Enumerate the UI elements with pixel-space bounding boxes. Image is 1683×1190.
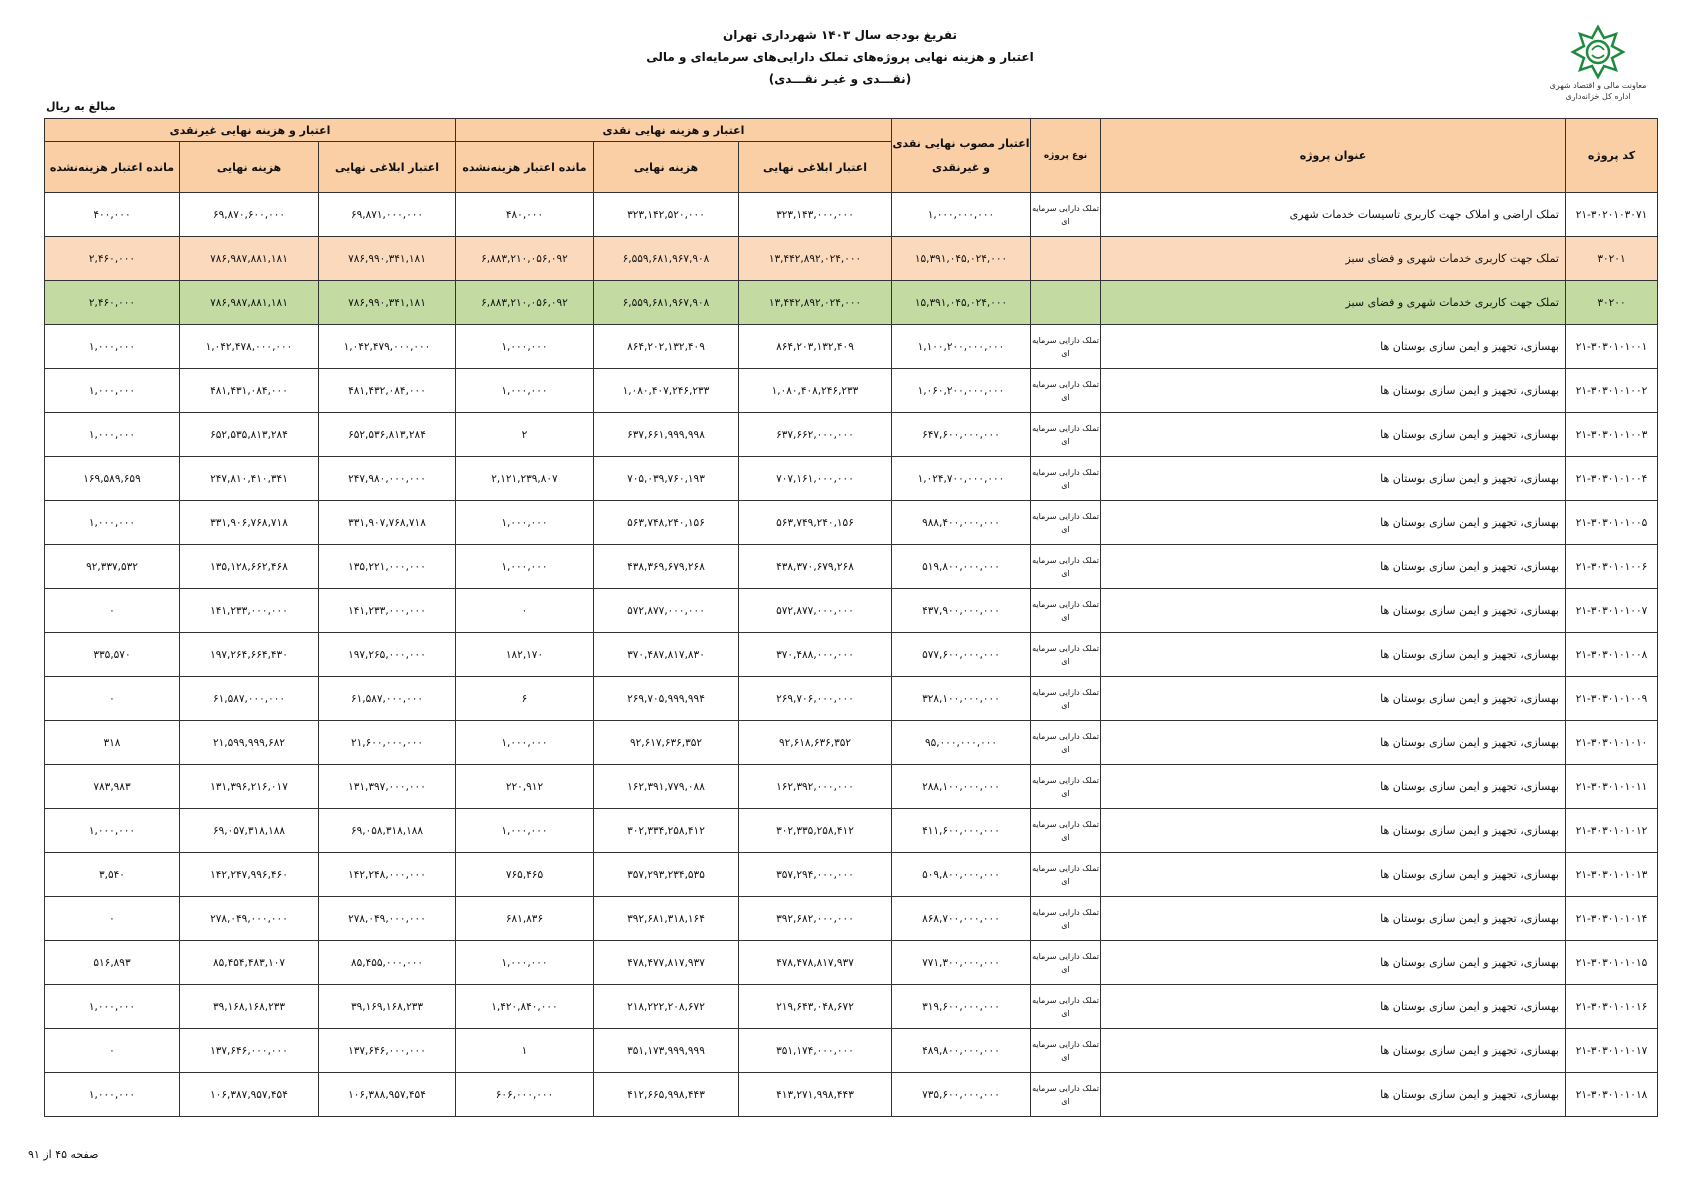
cell-noncash-remaining: ۳۱۸ [45, 721, 180, 765]
table-row [45, 897, 1658, 941]
table-row [45, 1029, 1658, 1073]
cell-code: ۲۱-۳۰۳۰۱۰۱۰۱۳ [1566, 853, 1658, 897]
cell-code: ۲۱-۳۰۲۰۱۰۳۰۷۱ [1566, 193, 1658, 237]
cell-title: بهسازی، تجهیز و ایمن سازی بوستان ها [1101, 457, 1566, 501]
cell-code: ۲۱-۳۰۳۰۱۰۱۰۰۴ [1566, 457, 1658, 501]
cell-type: تملک دارایی سرمایه ای [1031, 325, 1101, 369]
cell-approved: ۹۸۸,۴۰۰,۰۰۰,۰۰۰ [892, 501, 1031, 545]
table-row [45, 501, 1658, 545]
cell-noncash-notified: ۱۳۷,۶۴۶,۰۰۰,۰۰۰ [319, 1029, 456, 1073]
cell-cash-final-cost: ۶۳۷,۶۶۱,۹۹۹,۹۹۸ [594, 413, 739, 457]
cell-noncash-remaining: ۳۳۵,۵۷۰ [45, 633, 180, 677]
cell-noncash-final-cost: ۶۵۲,۵۳۵,۸۱۳,۲۸۴ [180, 413, 319, 457]
cell-type: تملک دارایی سرمایه ای [1031, 633, 1101, 677]
cell-cash-notified: ۳۰۲,۳۳۵,۲۵۸,۴۱۲ [739, 809, 892, 853]
cell-code: ۲۱-۳۰۳۰۱۰۱۰۰۵ [1566, 501, 1658, 545]
cell-noncash-final-cost: ۲۱,۵۹۹,۹۹۹,۶۸۲ [180, 721, 319, 765]
cell-noncash-notified: ۲۷۸,۰۴۹,۰۰۰,۰۰۰ [319, 897, 456, 941]
cell-cash-remaining: ۱,۰۰۰,۰۰۰ [456, 501, 594, 545]
cell-cash-remaining: ۱ [456, 1029, 594, 1073]
cell-title: بهسازی، تجهیز و ایمن سازی بوستان ها [1101, 1073, 1566, 1117]
cell-cash-remaining: ۱,۰۰۰,۰۰۰ [456, 721, 594, 765]
cell-title: بهسازی، تجهیز و ایمن سازی بوستان ها [1101, 325, 1566, 369]
table-row [45, 677, 1658, 721]
cell-approved: ۱۵,۳۹۱,۰۴۵,۰۲۴,۰۰۰ [892, 281, 1031, 325]
cell-approved: ۱,۱۰۰,۲۰۰,۰۰۰,۰۰۰ [892, 325, 1031, 369]
cell-noncash-remaining: ۰ [45, 589, 180, 633]
cell-type: تملک دارایی سرمایه ای [1031, 853, 1101, 897]
cell-cash-notified: ۵۷۲,۸۷۷,۰۰۰,۰۰۰ [739, 589, 892, 633]
cell-code: ۳۰۲۰۱ [1566, 237, 1658, 281]
cell-noncash-notified: ۲۴۷,۹۸۰,۰۰۰,۰۰۰ [319, 457, 456, 501]
header-noncash-remaining: مانده اعتبار هزینه‌نشده [45, 142, 180, 193]
cell-noncash-notified: ۱۳۵,۲۲۱,۰۰۰,۰۰۰ [319, 545, 456, 589]
cell-noncash-remaining: ۰ [45, 897, 180, 941]
cell-code: ۲۱-۳۰۳۰۱۰۱۰۰۶ [1566, 545, 1658, 589]
cell-cash-notified: ۳۵۷,۲۹۴,۰۰۰,۰۰۰ [739, 853, 892, 897]
cell-code: ۳۰۲۰۰ [1566, 281, 1658, 325]
cell-cash-notified: ۴۱۳,۲۷۱,۹۹۸,۴۴۳ [739, 1073, 892, 1117]
header-cash-remaining: مانده اعتبار هزینه‌نشده [456, 142, 594, 193]
cell-cash-final-cost: ۲۱۸,۲۲۲,۲۰۸,۶۷۲ [594, 985, 739, 1029]
budget-table [44, 118, 1658, 1117]
cell-noncash-remaining: ۳,۵۴۰ [45, 853, 180, 897]
cell-type: تملک دارایی سرمایه ای [1031, 765, 1101, 809]
cell-noncash-final-cost: ۶۱,۵۸۷,۰۰۰,۰۰۰ [180, 677, 319, 721]
cell-noncash-notified: ۱۳۱,۳۹۷,۰۰۰,۰۰۰ [319, 765, 456, 809]
municipality-logo [1543, 24, 1653, 102]
cell-cash-notified: ۳۵۱,۱۷۴,۰۰۰,۰۰۰ [739, 1029, 892, 1073]
header-noncash-notified: اعتبار ابلاغی نهایی [319, 142, 456, 193]
header-title: عنوان پروژه [1101, 119, 1566, 193]
table-row [45, 765, 1658, 809]
cell-approved: ۴۸۹,۸۰۰,۰۰۰,۰۰۰ [892, 1029, 1031, 1073]
cell-type: تملک دارایی سرمایه ای [1031, 941, 1101, 985]
cell-type: تملک دارایی سرمایه ای [1031, 897, 1101, 941]
cell-noncash-notified: ۶۹,۸۷۱,۰۰۰,۰۰۰ [319, 193, 456, 237]
cell-title: بهسازی، تجهیز و ایمن سازی بوستان ها [1101, 985, 1566, 1029]
header-code: کد پروژه [1566, 119, 1658, 193]
table-row [45, 237, 1658, 281]
cell-cash-final-cost: ۳۹۲,۶۸۱,۳۱۸,۱۶۴ [594, 897, 739, 941]
cell-noncash-final-cost: ۲۴۷,۸۱۰,۴۱۰,۳۴۱ [180, 457, 319, 501]
cell-type: تملک دارایی سرمایه ای [1031, 985, 1101, 1029]
cell-title: بهسازی، تجهیز و ایمن سازی بوستان ها [1101, 589, 1566, 633]
cell-noncash-remaining: ۷۸۳,۹۸۳ [45, 765, 180, 809]
header-noncash-group: اعتبار و هزینه نهایی غیرنقدی [45, 119, 456, 142]
cell-cash-final-cost: ۷۰۵,۰۳۹,۷۶۰,۱۹۳ [594, 457, 739, 501]
cell-noncash-remaining: ۱,۰۰۰,۰۰۰ [45, 325, 180, 369]
cell-cash-remaining: ۱,۴۲۰,۸۴۰,۰۰۰ [456, 985, 594, 1029]
cell-cash-final-cost: ۳۷۰,۴۸۷,۸۱۷,۸۳۰ [594, 633, 739, 677]
cell-noncash-remaining: ۲,۴۶۰,۰۰۰ [45, 237, 180, 281]
cell-cash-remaining: ۱۸۲,۱۷۰ [456, 633, 594, 677]
cell-code: ۲۱-۳۰۳۰۱۰۱۰۱۱ [1566, 765, 1658, 809]
cell-cash-notified: ۲۶۹,۷۰۶,۰۰۰,۰۰۰ [739, 677, 892, 721]
cell-noncash-final-cost: ۸۵,۴۵۴,۴۸۳,۱۰۷ [180, 941, 319, 985]
table-row [45, 589, 1658, 633]
currency-unit-note: مبالغ به ریال [46, 100, 116, 113]
cell-cash-final-cost: ۲۶۹,۷۰۵,۹۹۹,۹۹۴ [594, 677, 739, 721]
cell-code: ۲۱-۳۰۳۰۱۰۱۰۱۷ [1566, 1029, 1658, 1073]
cell-approved: ۲۸۸,۱۰۰,۰۰۰,۰۰۰ [892, 765, 1031, 809]
cell-cash-notified: ۸۶۴,۲۰۳,۱۳۲,۴۰۹ [739, 325, 892, 369]
cell-cash-notified: ۶۳۷,۶۶۲,۰۰۰,۰۰۰ [739, 413, 892, 457]
cell-approved: ۴۳۷,۹۰۰,۰۰۰,۰۰۰ [892, 589, 1031, 633]
cell-noncash-notified: ۱۴۲,۲۴۸,۰۰۰,۰۰۰ [319, 853, 456, 897]
cell-type: تملک دارایی سرمایه ای [1031, 1073, 1101, 1117]
cell-cash-notified: ۲۱۹,۶۴۳,۰۴۸,۶۷۲ [739, 985, 892, 1029]
table-row [45, 325, 1658, 369]
cell-cash-final-cost: ۳۲۳,۱۴۲,۵۲۰,۰۰۰ [594, 193, 739, 237]
cell-title: تملک جهت کاربری خدمات شهری و فضای سبز [1101, 281, 1566, 325]
cell-title: بهسازی، تجهیز و ایمن سازی بوستان ها [1101, 413, 1566, 457]
cell-cash-final-cost: ۶,۵۵۹,۶۸۱,۹۶۷,۹۰۸ [594, 281, 739, 325]
cell-cash-notified: ۳۷۰,۴۸۸,۰۰۰,۰۰۰ [739, 633, 892, 677]
cell-cash-remaining: ۲,۱۲۱,۲۳۹,۸۰۷ [456, 457, 594, 501]
cell-cash-notified: ۳۲۳,۱۴۳,۰۰۰,۰۰۰ [739, 193, 892, 237]
table-row [45, 853, 1658, 897]
cell-title: بهسازی، تجهیز و ایمن سازی بوستان ها [1101, 501, 1566, 545]
cell-code: ۲۱-۳۰۳۰۱۰۱۰۰۱ [1566, 325, 1658, 369]
cell-cash-remaining: ۱,۰۰۰,۰۰۰ [456, 325, 594, 369]
cell-cash-notified: ۱۳,۴۴۲,۸۹۲,۰۲۴,۰۰۰ [739, 281, 892, 325]
cell-approved: ۳۲۸,۱۰۰,۰۰۰,۰۰۰ [892, 677, 1031, 721]
cell-title: بهسازی، تجهیز و ایمن سازی بوستان ها [1101, 369, 1566, 413]
cell-cash-remaining: ۶,۸۸۳,۲۱۰,۰۵۶,۰۹۲ [456, 281, 594, 325]
cell-cash-notified: ۴۷۸,۴۷۸,۸۱۷,۹۳۷ [739, 941, 892, 985]
page-number: صفحه ۴۵ از ۹۱ [28, 1148, 99, 1161]
cell-cash-final-cost: ۴۷۸,۴۷۷,۸۱۷,۹۳۷ [594, 941, 739, 985]
title-line-1: تفریغ بودجه سال ۱۴۰۳ شهرداری تهران [723, 28, 957, 42]
cell-noncash-notified: ۱۰۶,۳۸۸,۹۵۷,۴۵۴ [319, 1073, 456, 1117]
cell-approved: ۱۵,۳۹۱,۰۴۵,۰۲۴,۰۰۰ [892, 237, 1031, 281]
cell-type: تملک دارایی سرمایه ای [1031, 369, 1101, 413]
cell-noncash-remaining: ۰ [45, 677, 180, 721]
cell-approved: ۵۷۷,۶۰۰,۰۰۰,۰۰۰ [892, 633, 1031, 677]
cell-type: تملک دارایی سرمایه ای [1031, 589, 1101, 633]
cell-title: بهسازی، تجهیز و ایمن سازی بوستان ها [1101, 765, 1566, 809]
cell-approved: ۴۱۱,۶۰۰,۰۰۰,۰۰۰ [892, 809, 1031, 853]
cell-type: تملک دارایی سرمایه ای [1031, 809, 1101, 853]
cell-title: تملک جهت کاربری خدمات شهری و فضای سبز [1101, 237, 1566, 281]
cell-title: تملک اراضی و املاک جهت کاربری تاسیسات خدمات شهری [1101, 193, 1566, 237]
tehran-municipality-emblem-icon [1570, 24, 1626, 80]
cell-code: ۲۱-۳۰۳۰۱۰۱۰۱۶ [1566, 985, 1658, 1029]
cell-noncash-notified: ۶۵۲,۵۳۶,۸۱۳,۲۸۴ [319, 413, 456, 457]
cell-code: ۲۱-۳۰۳۰۱۰۱۰۱۲ [1566, 809, 1658, 853]
cell-approved: ۵۰۹,۸۰۰,۰۰۰,۰۰۰ [892, 853, 1031, 897]
cell-type: تملک دارایی سرمایه ای [1031, 193, 1101, 237]
cell-noncash-final-cost: ۶۹,۰۵۷,۳۱۸,۱۸۸ [180, 809, 319, 853]
cell-cash-final-cost: ۴۳۸,۳۶۹,۶۷۹,۲۶۸ [594, 545, 739, 589]
cell-noncash-remaining: ۲,۴۶۰,۰۰۰ [45, 281, 180, 325]
document-titles [450, 24, 1230, 90]
cell-noncash-final-cost: ۱۴۲,۲۴۷,۹۹۶,۴۶۰ [180, 853, 319, 897]
cell-code: ۲۱-۳۰۳۰۱۰۱۰۱۵ [1566, 941, 1658, 985]
cell-noncash-final-cost: ۱۳۵,۱۲۸,۶۶۲,۴۶۸ [180, 545, 319, 589]
cell-noncash-remaining: ۴۰۰,۰۰۰ [45, 193, 180, 237]
cell-noncash-remaining: ۱۶۹,۵۸۹,۶۵۹ [45, 457, 180, 501]
cell-noncash-notified: ۶۹,۰۵۸,۳۱۸,۱۸۸ [319, 809, 456, 853]
cell-code: ۲۱-۳۰۳۰۱۰۱۰۰۹ [1566, 677, 1658, 721]
cell-cash-remaining: ۱,۰۰۰,۰۰۰ [456, 369, 594, 413]
cell-type: تملک دارایی سرمایه ای [1031, 677, 1101, 721]
cell-noncash-final-cost: ۱,۰۴۲,۴۷۸,۰۰۰,۰۰۰ [180, 325, 319, 369]
table-row [45, 281, 1658, 325]
cell-cash-notified: ۴۳۸,۳۷۰,۶۷۹,۲۶۸ [739, 545, 892, 589]
header-cash-final-cost: هزینه نهایی [594, 142, 739, 193]
cell-noncash-remaining: ۱,۰۰۰,۰۰۰ [45, 985, 180, 1029]
cell-cash-notified: ۳۹۲,۶۸۲,۰۰۰,۰۰۰ [739, 897, 892, 941]
cell-cash-final-cost: ۱,۰۸۰,۴۰۷,۲۴۶,۲۳۳ [594, 369, 739, 413]
cell-noncash-remaining: ۱,۰۰۰,۰۰۰ [45, 369, 180, 413]
cell-type [1031, 281, 1101, 325]
table-row [45, 193, 1658, 237]
cell-noncash-notified: ۲۱,۶۰۰,۰۰۰,۰۰۰ [319, 721, 456, 765]
cell-cash-remaining: ۱,۰۰۰,۰۰۰ [456, 941, 594, 985]
cell-code: ۲۱-۳۰۳۰۱۰۱۰۰۳ [1566, 413, 1658, 457]
cell-noncash-remaining: ۹۲,۳۳۷,۵۳۲ [45, 545, 180, 589]
cell-noncash-remaining: ۵۱۶,۸۹۳ [45, 941, 180, 985]
title-line-2: اعتبار و هزینه نهایی پروژه‌های تملک دارایی‌های سرمایه‌ای و مالی [646, 50, 1034, 64]
header-cash-group: اعتبار و هزینه نهایی نقدی [456, 119, 892, 142]
table-row [45, 941, 1658, 985]
table-row [45, 545, 1658, 589]
cell-cash-final-cost: ۱۶۲,۳۹۱,۷۷۹,۰۸۸ [594, 765, 739, 809]
header-approved: اعتبار مصوب نهایی نقدی و غیرنقدی [892, 119, 1031, 193]
cell-approved: ۷۷۱,۳۰۰,۰۰۰,۰۰۰ [892, 941, 1031, 985]
cell-cash-remaining: ۶۰۶,۰۰۰,۰۰۰ [456, 1073, 594, 1117]
cell-approved: ۵۱۹,۸۰۰,۰۰۰,۰۰۰ [892, 545, 1031, 589]
cell-noncash-remaining: ۰ [45, 1029, 180, 1073]
cell-cash-remaining: ۶ [456, 677, 594, 721]
cell-noncash-notified: ۱۹۷,۲۶۵,۰۰۰,۰۰۰ [319, 633, 456, 677]
header-noncash-final-cost: هزینه نهایی [180, 142, 319, 193]
cell-approved: ۳۱۹,۶۰۰,۰۰۰,۰۰۰ [892, 985, 1031, 1029]
cell-cash-final-cost: ۹۲,۶۱۷,۶۳۶,۳۵۲ [594, 721, 739, 765]
cell-noncash-final-cost: ۱۹۷,۲۶۴,۶۶۴,۴۳۰ [180, 633, 319, 677]
cell-type: تملک دارایی سرمایه ای [1031, 545, 1101, 589]
cell-cash-remaining: ۴۸۰,۰۰۰ [456, 193, 594, 237]
cell-approved: ۸۶۸,۷۰۰,۰۰۰,۰۰۰ [892, 897, 1031, 941]
cell-type: تملک دارایی سرمایه ای [1031, 413, 1101, 457]
cell-code: ۲۱-۳۰۳۰۱۰۱۰۰۷ [1566, 589, 1658, 633]
cell-approved: ۱,۰۲۴,۷۰۰,۰۰۰,۰۰۰ [892, 457, 1031, 501]
cell-cash-notified: ۱,۰۸۰,۴۰۸,۲۴۶,۲۳۳ [739, 369, 892, 413]
cell-title: بهسازی، تجهیز و ایمن سازی بوستان ها [1101, 897, 1566, 941]
cell-type: تملک دارایی سرمایه ای [1031, 457, 1101, 501]
cell-code: ۲۱-۳۰۳۰۱۰۱۰۱۴ [1566, 897, 1658, 941]
cell-cash-notified: ۹۲,۶۱۸,۶۳۶,۳۵۲ [739, 721, 892, 765]
cell-cash-notified: ۵۶۳,۷۴۹,۲۴۰,۱۵۶ [739, 501, 892, 545]
cell-noncash-remaining: ۱,۰۰۰,۰۰۰ [45, 809, 180, 853]
cell-cash-remaining: ۶۸۱,۸۳۶ [456, 897, 594, 941]
cell-cash-remaining: ۰ [456, 589, 594, 633]
cell-cash-final-cost: ۳۰۲,۳۳۴,۲۵۸,۴۱۲ [594, 809, 739, 853]
cell-cash-remaining: ۷۶۵,۴۶۵ [456, 853, 594, 897]
table-row [45, 369, 1658, 413]
cell-approved: ۹۵,۰۰۰,۰۰۰,۰۰۰ [892, 721, 1031, 765]
cell-noncash-remaining: ۱,۰۰۰,۰۰۰ [45, 413, 180, 457]
cell-title: بهسازی، تجهیز و ایمن سازی بوستان ها [1101, 721, 1566, 765]
logo-caption-1: معاونت مالی و اقتصاد شهری [1549, 81, 1647, 90]
cell-title: بهسازی، تجهیز و ایمن سازی بوستان ها [1101, 545, 1566, 589]
table-row [45, 809, 1658, 853]
cell-cash-remaining: ۱,۰۰۰,۰۰۰ [456, 809, 594, 853]
cell-cash-remaining: ۶,۸۸۳,۲۱۰,۰۵۶,۰۹۲ [456, 237, 594, 281]
cell-cash-remaining: ۲ [456, 413, 594, 457]
cell-type: تملک دارایی سرمایه ای [1031, 721, 1101, 765]
cell-noncash-final-cost: ۳۳۱,۹۰۶,۷۶۸,۷۱۸ [180, 501, 319, 545]
cell-noncash-notified: ۷۸۶,۹۹۰,۳۴۱,۱۸۱ [319, 281, 456, 325]
cell-noncash-notified: ۳۹,۱۶۹,۱۶۸,۲۳۳ [319, 985, 456, 1029]
table-row [45, 721, 1658, 765]
cell-noncash-remaining: ۱,۰۰۰,۰۰۰ [45, 501, 180, 545]
cell-title: بهسازی، تجهیز و ایمن سازی بوستان ها [1101, 809, 1566, 853]
logo-caption-2: اداره کل خزانه‌داری [1565, 92, 1631, 101]
cell-noncash-final-cost: ۴۸۱,۴۳۱,۰۸۴,۰۰۰ [180, 369, 319, 413]
cell-title: بهسازی، تجهیز و ایمن سازی بوستان ها [1101, 633, 1566, 677]
cell-cash-final-cost: ۳۵۷,۲۹۳,۲۳۴,۵۳۵ [594, 853, 739, 897]
cell-noncash-final-cost: ۱۳۷,۶۴۶,۰۰۰,۰۰۰ [180, 1029, 319, 1073]
table-row [45, 1073, 1658, 1117]
cell-noncash-final-cost: ۱۴۱,۲۳۳,۰۰۰,۰۰۰ [180, 589, 319, 633]
cell-cash-final-cost: ۸۶۴,۲۰۲,۱۳۲,۴۰۹ [594, 325, 739, 369]
cell-cash-notified: ۱۳,۴۴۲,۸۹۲,۰۲۴,۰۰۰ [739, 237, 892, 281]
cell-approved: ۱,۰۶۰,۲۰۰,۰۰۰,۰۰۰ [892, 369, 1031, 413]
table-row [45, 633, 1658, 677]
cell-approved: ۷۳۵,۶۰۰,۰۰۰,۰۰۰ [892, 1073, 1031, 1117]
cell-noncash-final-cost: ۲۷۸,۰۴۹,۰۰۰,۰۰۰ [180, 897, 319, 941]
cell-cash-final-cost: ۴۱۲,۶۶۵,۹۹۸,۴۴۳ [594, 1073, 739, 1117]
cell-noncash-notified: ۷۸۶,۹۹۰,۳۴۱,۱۸۱ [319, 237, 456, 281]
cell-code: ۲۱-۳۰۳۰۱۰۱۰۱۸ [1566, 1073, 1658, 1117]
cell-cash-final-cost: ۳۵۱,۱۷۳,۹۹۹,۹۹۹ [594, 1029, 739, 1073]
cell-cash-remaining: ۲۲۰,۹۱۲ [456, 765, 594, 809]
cell-noncash-final-cost: ۳۹,۱۶۸,۱۶۸,۲۳۳ [180, 985, 319, 1029]
cell-noncash-final-cost: ۱۳۱,۳۹۶,۲۱۶,۰۱۷ [180, 765, 319, 809]
table-row [45, 413, 1658, 457]
cell-noncash-final-cost: ۶۹,۸۷۰,۶۰۰,۰۰۰ [180, 193, 319, 237]
title-line-3: (نقـــدی و غیـر نقـــدی) [768, 72, 912, 86]
header-cash-notified: اعتبار ابلاغی نهایی [739, 142, 892, 193]
cell-title: بهسازی، تجهیز و ایمن سازی بوستان ها [1101, 853, 1566, 897]
cell-type: تملک دارایی سرمایه ای [1031, 1029, 1101, 1073]
cell-cash-final-cost: ۵۷۲,۸۷۷,۰۰۰,۰۰۰ [594, 589, 739, 633]
cell-noncash-notified: ۸۵,۴۵۵,۰۰۰,۰۰۰ [319, 941, 456, 985]
cell-title: بهسازی، تجهیز و ایمن سازی بوستان ها [1101, 941, 1566, 985]
cell-code: ۲۱-۳۰۳۰۱۰۱۰۰۸ [1566, 633, 1658, 677]
cell-cash-remaining: ۱,۰۰۰,۰۰۰ [456, 545, 594, 589]
cell-noncash-notified: ۳۳۱,۹۰۷,۷۶۸,۷۱۸ [319, 501, 456, 545]
header-type: نوع پروژه [1031, 119, 1101, 193]
cell-cash-notified: ۷۰۷,۱۶۱,۰۰۰,۰۰۰ [739, 457, 892, 501]
cell-noncash-notified: ۱,۰۴۲,۴۷۹,۰۰۰,۰۰۰ [319, 325, 456, 369]
cell-cash-final-cost: ۵۶۳,۷۴۸,۲۴۰,۱۵۶ [594, 501, 739, 545]
cell-title: بهسازی، تجهیز و ایمن سازی بوستان ها [1101, 677, 1566, 721]
cell-noncash-final-cost: ۱۰۶,۳۸۷,۹۵۷,۴۵۴ [180, 1073, 319, 1117]
cell-noncash-notified: ۱۴۱,۲۳۳,۰۰۰,۰۰۰ [319, 589, 456, 633]
cell-noncash-notified: ۴۸۱,۴۳۲,۰۸۴,۰۰۰ [319, 369, 456, 413]
cell-noncash-final-cost: ۷۸۶,۹۸۷,۸۸۱,۱۸۱ [180, 281, 319, 325]
cell-approved: ۶۴۷,۶۰۰,۰۰۰,۰۰۰ [892, 413, 1031, 457]
cell-cash-final-cost: ۶,۵۵۹,۶۸۱,۹۶۷,۹۰۸ [594, 237, 739, 281]
cell-noncash-remaining: ۱,۰۰۰,۰۰۰ [45, 1073, 180, 1117]
table-row [45, 985, 1658, 1029]
cell-noncash-notified: ۶۱,۵۸۷,۰۰۰,۰۰۰ [319, 677, 456, 721]
cell-type [1031, 237, 1101, 281]
cell-approved: ۱,۰۰۰,۰۰۰,۰۰۰ [892, 193, 1031, 237]
cell-code: ۲۱-۳۰۳۰۱۰۱۰۱۰ [1566, 721, 1658, 765]
cell-cash-notified: ۱۶۲,۳۹۲,۰۰۰,۰۰۰ [739, 765, 892, 809]
cell-type: تملک دارایی سرمایه ای [1031, 501, 1101, 545]
cell-noncash-final-cost: ۷۸۶,۹۸۷,۸۸۱,۱۸۱ [180, 237, 319, 281]
table-row [45, 457, 1658, 501]
cell-code: ۲۱-۳۰۳۰۱۰۱۰۰۲ [1566, 369, 1658, 413]
cell-title: بهسازی، تجهیز و ایمن سازی بوستان ها [1101, 1029, 1566, 1073]
